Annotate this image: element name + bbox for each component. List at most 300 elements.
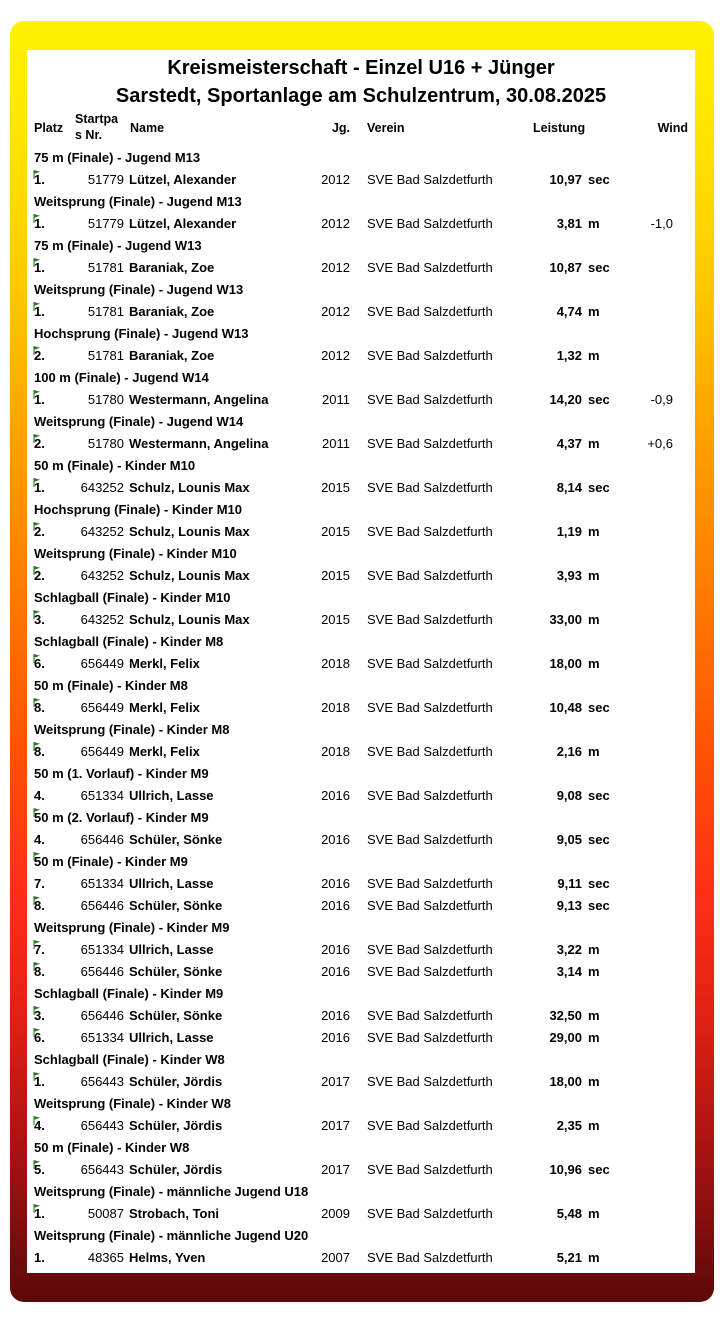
startpass-nr-value: 643252 xyxy=(80,612,124,627)
jahrgang-value: 2012 xyxy=(321,172,350,187)
leistung-value: 14,20 xyxy=(549,392,582,407)
wind-value xyxy=(623,1115,673,1137)
event-section-label: 50 m (1. Vorlauf) - Kinder M9 xyxy=(34,766,209,781)
startpass-nr-value: 656443 xyxy=(80,1074,124,1089)
startpass-nr-value: 643252 xyxy=(80,524,124,539)
leistung-unit: m xyxy=(588,1118,600,1133)
wind-value xyxy=(623,785,673,807)
athlete-name: Schulz, Lounis Max xyxy=(129,524,250,539)
result-row xyxy=(27,653,695,675)
section-header-row xyxy=(27,323,695,345)
event-section-label: Weitsprung (Finale) - Jugend W13 xyxy=(34,282,244,297)
event-section-label: Schlagball (Finale) - Kinder M10 xyxy=(34,590,231,605)
leistung-unit: m xyxy=(588,1008,600,1023)
wind-value xyxy=(623,697,673,719)
result-row xyxy=(27,741,695,763)
event-section-label: Hochsprung (Finale) - Kinder M10 xyxy=(34,502,243,517)
leistung-value: 1,19 xyxy=(556,524,582,539)
leistung-unit: sec xyxy=(588,392,610,407)
verein-name: SVE Bad Salzdetfurth xyxy=(367,744,493,759)
page-title: Kreismeisterschaft - Einzel U16 + Jünger xyxy=(167,57,555,79)
page-subtitle: Sarstedt, Sportanlage am Schulzentrum, 30.08.2025 xyxy=(115,85,607,107)
wind-value: +0,6 xyxy=(647,436,673,451)
platz-value: 3. xyxy=(34,1008,45,1023)
section-header-row xyxy=(27,235,695,257)
leistung-value: 3,14 xyxy=(556,964,582,979)
event-section-label: 50 m (Finale) - Kinder M9 xyxy=(34,854,188,869)
wind-value xyxy=(623,257,673,279)
startpass-nr-value: 50087 xyxy=(87,1206,124,1221)
platz-value: 1. xyxy=(34,172,45,187)
event-section-label: Schlagball (Finale) - Kinder W8 xyxy=(34,1052,225,1067)
event-section-label: Schlagball (Finale) - Kinder M9 xyxy=(34,986,224,1001)
header-startpass-line1: Startpa xyxy=(75,112,119,126)
result-row xyxy=(27,1027,695,1049)
result-row xyxy=(27,1203,695,1225)
result-row xyxy=(27,829,695,851)
athlete-name: Schüler, Sönke xyxy=(129,898,223,913)
platz-value: 6. xyxy=(34,1030,45,1045)
header-platz: Platz xyxy=(34,121,64,135)
result-row xyxy=(27,169,695,191)
results-table xyxy=(27,147,695,1269)
platz-value: 8. xyxy=(34,744,45,759)
jahrgang-value: 2015 xyxy=(321,524,350,539)
leistung-unit: sec xyxy=(588,832,610,847)
startpass-nr-value: 656446 xyxy=(80,964,124,979)
verein-name: SVE Bad Salzdetfurth xyxy=(367,942,493,957)
event-section-label: Schlagball (Finale) - Kinder M8 xyxy=(34,634,224,649)
jahrgang-value: 2015 xyxy=(321,568,350,583)
leistung-unit: sec xyxy=(588,480,610,495)
verein-name: SVE Bad Salzdetfurth xyxy=(367,524,493,539)
verein-name: SVE Bad Salzdetfurth xyxy=(367,1030,493,1045)
jahrgang-value: 2012 xyxy=(321,216,350,231)
jahrgang-value: 2016 xyxy=(321,1030,350,1045)
event-section-label: 50 m (Finale) - Kinder M8 xyxy=(34,678,188,693)
athlete-name: Westermann, Angelina xyxy=(129,436,269,451)
platz-value: 1. xyxy=(34,392,45,407)
wind-value xyxy=(623,939,673,961)
leistung-unit: sec xyxy=(588,788,610,803)
wind-value xyxy=(623,895,673,917)
verein-name: SVE Bad Salzdetfurth xyxy=(367,1162,493,1177)
athlete-name: Strobach, Toni xyxy=(129,1206,220,1221)
result-row xyxy=(27,785,695,807)
startpass-nr-value: 51779 xyxy=(87,216,124,231)
leistung-unit: m xyxy=(588,568,600,583)
result-row xyxy=(27,301,695,323)
event-section-label: Hochsprung (Finale) - Jugend W13 xyxy=(34,326,249,341)
athlete-name: Schüler, Sönke xyxy=(129,1008,223,1023)
leistung-value: 3,93 xyxy=(556,568,582,583)
jahrgang-value: 2011 xyxy=(322,392,350,407)
result-row xyxy=(27,389,695,411)
leistung-value: 9,08 xyxy=(556,788,582,803)
section-header-row xyxy=(27,631,695,653)
section-header-row xyxy=(27,1093,695,1115)
athlete-name: Ullrich, Lasse xyxy=(129,876,214,891)
platz-value: 2. xyxy=(34,348,45,363)
platz-value: 1. xyxy=(34,1206,45,1221)
leistung-unit: m xyxy=(588,612,600,627)
leistung-value: 29,00 xyxy=(549,1030,582,1045)
athlete-name: Merkl, Felix xyxy=(129,744,200,759)
wind-value: -0,9 xyxy=(650,392,673,407)
leistung-unit: m xyxy=(588,1250,600,1265)
leistung-unit: m xyxy=(588,964,600,979)
event-section-label: 75 m (Finale) - Jugend M13 xyxy=(34,150,201,165)
wind-value xyxy=(623,1005,673,1027)
startpass-nr-value: 656443 xyxy=(80,1162,124,1177)
startpass-nr-value: 656449 xyxy=(80,656,124,671)
table-header-row xyxy=(27,108,695,147)
platz-value: 1. xyxy=(34,1074,45,1089)
result-row xyxy=(27,565,695,587)
header-jg: Jg. xyxy=(331,121,350,135)
platz-value: 2. xyxy=(34,568,45,583)
wind-value xyxy=(623,1027,673,1049)
result-row xyxy=(27,1247,695,1269)
leistung-unit: m xyxy=(588,744,600,759)
startpass-nr-value: 48365 xyxy=(87,1250,124,1265)
athlete-name: Baraniak, Zoe xyxy=(129,304,215,319)
leistung-unit: sec xyxy=(588,876,610,891)
header-name: Name xyxy=(130,121,165,135)
leistung-value: 1,32 xyxy=(556,348,582,363)
leistung-unit: m xyxy=(588,348,600,363)
wind-value xyxy=(623,653,673,675)
result-row xyxy=(27,213,695,235)
verein-name: SVE Bad Salzdetfurth xyxy=(367,700,493,715)
verein-name: SVE Bad Salzdetfurth xyxy=(367,304,493,319)
startpass-nr-value: 656449 xyxy=(80,744,124,759)
platz-value: 3. xyxy=(34,612,45,627)
results-sheet xyxy=(27,50,695,1273)
leistung-value: 8,14 xyxy=(556,480,582,495)
leistung-value: 10,48 xyxy=(549,700,582,715)
platz-value: 1. xyxy=(34,480,45,495)
jahrgang-value: 2017 xyxy=(321,1074,350,1089)
athlete-name: Schüler, Jördis xyxy=(129,1118,223,1133)
athlete-name: Merkl, Felix xyxy=(129,656,200,671)
section-header-row xyxy=(27,763,695,785)
athlete-name: Merkl, Felix xyxy=(129,700,200,715)
wind-value xyxy=(623,741,673,763)
leistung-unit: sec xyxy=(588,898,610,913)
leistung-unit: m xyxy=(588,436,600,451)
leistung-value: 9,13 xyxy=(556,898,582,913)
athlete-name: Ullrich, Lasse xyxy=(129,788,214,803)
platz-value: 4. xyxy=(34,788,45,803)
result-row xyxy=(27,1071,695,1093)
verein-name: SVE Bad Salzdetfurth xyxy=(367,172,493,187)
wind-value xyxy=(623,1247,673,1269)
startpass-nr-value: 643252 xyxy=(80,480,124,495)
wind-value xyxy=(623,829,673,851)
startpass-nr-value: 651334 xyxy=(80,788,124,803)
startpass-nr-value: 651334 xyxy=(80,942,124,957)
section-header-row xyxy=(27,411,695,433)
jahrgang-value: 2018 xyxy=(321,700,350,715)
wind-value xyxy=(623,873,673,895)
section-header-row xyxy=(27,191,695,213)
jahrgang-value: 2009 xyxy=(321,1206,350,1221)
platz-value: 5. xyxy=(34,1162,45,1177)
startpass-nr-value: 656446 xyxy=(80,1008,124,1023)
startpass-nr-value: 651334 xyxy=(80,876,124,891)
section-header-row xyxy=(27,1181,695,1203)
leistung-unit: m xyxy=(588,656,600,671)
jahrgang-value: 2017 xyxy=(321,1118,350,1133)
result-row xyxy=(27,895,695,917)
startpass-nr-value: 656446 xyxy=(80,832,124,847)
header-startpass-line2: s Nr. xyxy=(75,128,103,142)
section-header-row xyxy=(27,455,695,477)
platz-value: 4. xyxy=(34,1118,45,1133)
wind-value xyxy=(623,1071,673,1093)
leistung-value: 18,00 xyxy=(549,1074,582,1089)
jahrgang-value: 2016 xyxy=(321,1008,350,1023)
leistung-unit: m xyxy=(588,942,600,957)
jahrgang-value: 2017 xyxy=(321,1162,350,1177)
jahrgang-value: 2016 xyxy=(321,876,350,891)
event-section-label: 50 m (Finale) - Kinder M10 xyxy=(34,458,196,473)
section-header-row xyxy=(27,807,695,829)
leistung-unit: m xyxy=(588,1206,600,1221)
startpass-nr-value: 51779 xyxy=(87,172,124,187)
platz-value: 7. xyxy=(34,876,45,891)
section-header-row xyxy=(27,367,695,389)
jahrgang-value: 2015 xyxy=(321,480,350,495)
jahrgang-value: 2016 xyxy=(321,942,350,957)
leistung-unit: m xyxy=(588,1030,600,1045)
verein-name: SVE Bad Salzdetfurth xyxy=(367,260,493,275)
platz-value: 8. xyxy=(34,700,45,715)
header-startpass-nr xyxy=(75,111,118,143)
athlete-name: Helms, Yven xyxy=(129,1250,206,1265)
leistung-value: 2,35 xyxy=(556,1118,582,1133)
result-row xyxy=(27,1115,695,1137)
verein-name: SVE Bad Salzdetfurth xyxy=(367,876,493,891)
verein-name: SVE Bad Salzdetfurth xyxy=(367,1008,493,1023)
section-header-row xyxy=(27,1137,695,1159)
jahrgang-value: 2016 xyxy=(321,832,350,847)
section-header-row xyxy=(27,675,695,697)
startpass-nr-value: 656446 xyxy=(80,898,124,913)
wind-value xyxy=(623,521,673,543)
section-header-row xyxy=(27,499,695,521)
result-row xyxy=(27,609,695,631)
jahrgang-value: 2012 xyxy=(321,260,350,275)
jahrgang-value: 2012 xyxy=(321,304,350,319)
jahrgang-value: 2015 xyxy=(321,612,350,627)
leistung-value: 18,00 xyxy=(549,656,582,671)
verein-name: SVE Bad Salzdetfurth xyxy=(367,348,493,363)
startpass-nr-value: 656449 xyxy=(80,700,124,715)
wind-value xyxy=(623,477,673,499)
verein-name: SVE Bad Salzdetfurth xyxy=(367,480,493,495)
startpass-nr-value: 51781 xyxy=(87,304,124,319)
verein-name: SVE Bad Salzdetfurth xyxy=(367,1206,493,1221)
platz-value: 1. xyxy=(34,1250,45,1265)
wind-value xyxy=(623,609,673,631)
athlete-name: Schüler, Sönke xyxy=(129,832,223,847)
platz-value: 1. xyxy=(34,304,45,319)
leistung-value: 5,48 xyxy=(556,1206,582,1221)
verein-name: SVE Bad Salzdetfurth xyxy=(367,612,493,627)
leistung-value: 33,00 xyxy=(549,612,582,627)
wind-value xyxy=(623,565,673,587)
leistung-value: 2,16 xyxy=(556,744,582,759)
jahrgang-value: 2016 xyxy=(321,898,350,913)
event-section-label: Weitsprung (Finale) - männliche Jugend U20 xyxy=(34,1228,309,1243)
jahrgang-value: 2011 xyxy=(322,436,350,451)
wind-value xyxy=(623,1203,673,1225)
startpass-nr-value: 51780 xyxy=(87,392,124,407)
leistung-unit: m xyxy=(588,1074,600,1089)
wind-value xyxy=(623,1159,673,1181)
athlete-name: Westermann, Angelina xyxy=(129,392,269,407)
result-row xyxy=(27,1005,695,1027)
athlete-name: Schüler, Jördis xyxy=(129,1162,223,1177)
platz-value: 4. xyxy=(34,832,45,847)
jahrgang-value: 2018 xyxy=(321,744,350,759)
jahrgang-value: 2016 xyxy=(321,788,350,803)
wind-value xyxy=(623,961,673,983)
section-header-row xyxy=(27,1225,695,1247)
header-wind: Wind xyxy=(657,121,688,135)
verein-name: SVE Bad Salzdetfurth xyxy=(367,1074,493,1089)
section-header-row xyxy=(27,983,695,1005)
platz-value: 7. xyxy=(34,942,45,957)
leistung-value: 9,11 xyxy=(557,876,582,891)
result-row xyxy=(27,257,695,279)
verein-name: SVE Bad Salzdetfurth xyxy=(367,898,493,913)
section-header-row xyxy=(27,917,695,939)
leistung-value: 32,50 xyxy=(549,1008,582,1023)
verein-name: SVE Bad Salzdetfurth xyxy=(367,392,493,407)
jahrgang-value: 2012 xyxy=(321,348,350,363)
event-section-label: 100 m (Finale) - Jugend W14 xyxy=(34,370,209,385)
leistung-value: 4,74 xyxy=(556,304,582,319)
leistung-value: 9,05 xyxy=(556,832,582,847)
leistung-unit: sec xyxy=(588,1162,610,1177)
verein-name: SVE Bad Salzdetfurth xyxy=(367,216,493,231)
result-row xyxy=(27,345,695,367)
verein-name: SVE Bad Salzdetfurth xyxy=(367,436,493,451)
section-header-row xyxy=(27,719,695,741)
leistung-value: 3,22 xyxy=(556,942,582,957)
platz-value: 8. xyxy=(34,964,45,979)
platz-value: 1. xyxy=(34,260,45,275)
result-row xyxy=(27,939,695,961)
leistung-unit: m xyxy=(588,304,600,319)
platz-value: 8. xyxy=(34,898,45,913)
verein-name: SVE Bad Salzdetfurth xyxy=(367,788,493,803)
result-row xyxy=(27,433,695,455)
event-section-label: Weitsprung (Finale) - Kinder M10 xyxy=(34,546,237,561)
verein-name: SVE Bad Salzdetfurth xyxy=(367,832,493,847)
startpass-nr-value: 51781 xyxy=(87,260,124,275)
header-leistung: Leistung xyxy=(533,121,586,135)
wind-value xyxy=(623,345,673,367)
result-row xyxy=(27,477,695,499)
result-row xyxy=(27,697,695,719)
athlete-name: Baraniak, Zoe xyxy=(129,348,215,363)
startpass-nr-value: 651334 xyxy=(80,1030,124,1045)
athlete-name: Schüler, Jördis xyxy=(129,1074,223,1089)
event-section-label: 50 m (Finale) - Kinder W8 xyxy=(34,1140,190,1155)
startpass-nr-value: 656443 xyxy=(80,1118,124,1133)
startpass-nr-value: 51780 xyxy=(87,436,124,451)
section-header-row xyxy=(27,147,695,169)
platz-value: 2. xyxy=(34,436,45,451)
result-row xyxy=(27,521,695,543)
section-header-row xyxy=(27,279,695,301)
header-verein: Verein xyxy=(367,121,405,135)
leistung-value: 10,97 xyxy=(549,172,582,187)
athlete-name: Schulz, Lounis Max xyxy=(129,612,250,627)
event-section-label: 50 m (2. Vorlauf) - Kinder M9 xyxy=(34,810,209,825)
section-header-row xyxy=(27,587,695,609)
leistung-value: 5,21 xyxy=(556,1250,582,1265)
section-header-row xyxy=(27,1049,695,1071)
athlete-name: Baraniak, Zoe xyxy=(129,260,215,275)
leistung-value: 3,81 xyxy=(556,216,582,231)
result-row xyxy=(27,1159,695,1181)
event-section-label: Weitsprung (Finale) - männliche Jugend U18 xyxy=(34,1184,309,1199)
verein-name: SVE Bad Salzdetfurth xyxy=(367,964,493,979)
athlete-name: Schüler, Sönke xyxy=(129,964,223,979)
leistung-unit: sec xyxy=(588,172,610,187)
verein-name: SVE Bad Salzdetfurth xyxy=(367,568,493,583)
result-row xyxy=(27,961,695,983)
result-row xyxy=(27,873,695,895)
leistung-value: 10,87 xyxy=(549,260,582,275)
event-section-label: Weitsprung (Finale) - Jugend M13 xyxy=(34,194,242,209)
athlete-name: Lützel, Alexander xyxy=(129,172,237,187)
leistung-unit: sec xyxy=(588,260,610,275)
verein-name: SVE Bad Salzdetfurth xyxy=(367,1118,493,1133)
section-header-row xyxy=(27,543,695,565)
wind-value xyxy=(623,301,673,323)
event-section-label: Weitsprung (Finale) - Jugend W14 xyxy=(34,414,244,429)
leistung-unit: m xyxy=(588,216,600,231)
jahrgang-value: 2007 xyxy=(321,1250,350,1265)
leistung-value: 4,37 xyxy=(556,436,582,451)
jahrgang-value: 2016 xyxy=(321,964,350,979)
verein-name: SVE Bad Salzdetfurth xyxy=(367,656,493,671)
startpass-nr-value: 51781 xyxy=(87,348,124,363)
athlete-name: Ullrich, Lasse xyxy=(129,1030,214,1045)
athlete-name: Ullrich, Lasse xyxy=(129,942,214,957)
athlete-name: Schulz, Lounis Max xyxy=(129,568,250,583)
athlete-name: Lützel, Alexander xyxy=(129,216,237,231)
verein-name: SVE Bad Salzdetfurth xyxy=(367,1250,493,1265)
platz-value: 2. xyxy=(34,524,45,539)
athlete-name: Schulz, Lounis Max xyxy=(129,480,250,495)
event-section-label: Weitsprung (Finale) - Kinder M9 xyxy=(34,920,230,935)
event-section-label: Weitsprung (Finale) - Kinder M8 xyxy=(34,722,230,737)
startpass-nr-value: 643252 xyxy=(80,568,124,583)
event-section-label: Weitsprung (Finale) - Kinder W8 xyxy=(34,1096,231,1111)
wind-value: -1,0 xyxy=(650,216,673,231)
jahrgang-value: 2018 xyxy=(321,656,350,671)
section-header-row xyxy=(27,851,695,873)
platz-value: 6. xyxy=(34,656,45,671)
leistung-unit: sec xyxy=(588,700,610,715)
